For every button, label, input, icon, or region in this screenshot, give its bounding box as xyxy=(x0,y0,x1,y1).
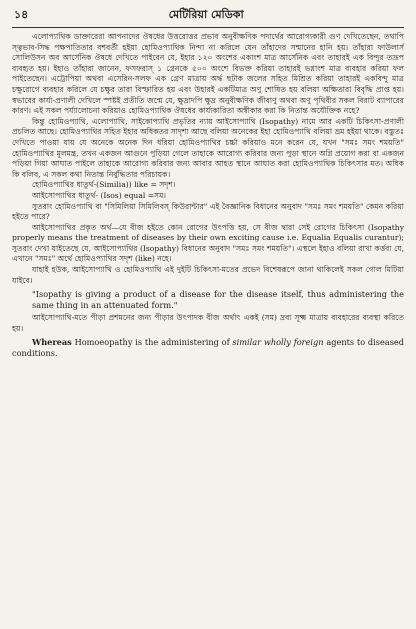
paragraph-1: এলোপ্যাথিক ডাক্তারেরা আপনাদের ঔষধের উত্তরোত্তর প্রভাব অনুবীক্ষণিক পদার্থের আরোগ্যকারী গুণ দেখিতেছেন, তথাপি স্ত্বভাব-সিদ্ধ পক্ষপাতিতার বশবর্তী হইয়া হোমিওপ্যাথিক নিন্দা না করিলে যেন তাঁহাদের সম্মানের হানি হয়। তাঁহারা ফাউলার্স সোলিউসন অব আর্সেনিক ঔষধে দেখিতে পাইবেন যে, ইহার ১২০ অংশের একাংশ মাত্র আর্সেনিক এবং তাহারই এক বিন্দুর তদ্রূপ ব্যবহৃত হয়। ইহাও তাঁহারা জানেন, ফসফরাস্ ১ গ্রেনকে ৫০০ অংশে বিভক্ত করিয়া তাহারই ভগ্নাংশ মাত্র ব্যবহার করিয়া ফল পাইতেছেন। এট্রোপিয়া অথবা এসেরিন-সলফ এক গ্রেণ মাত্রায় অর্দ্ধ ছটাক জলের সহিত মিশ্রিত করিয়া তাহারই একবিন্দু মাত্র চক্ষুরোগে ব্যবহার করিলে যে চক্ষুর তারা বিস্ফারিত হয় এবং উহারই একটিমাত্র অণু শোষিত হয় বলিয়া অক্ষিতারা বিবৃদ্ধি প্রাপ্ত হয়। স্বভাবের কার্য্য-প্রণালী দেখিলে স্পষ্টই প্রতীতি জন্মে যে, ক্ষুদ্রাদপি ক্ষুদ্র অনুবীক্ষণিক জীবাণু অথবা অণু পৃথিবীর সকল বিরাট ব্যাপারের কারণ। এই সকল পর্য্যালোচনা করিয়াও হোমিওপ্যাথিক ঔষধের কার্য্যকারিতা অস্বীকার করা কি নিতান্ত অযৌক্তিক নহে? xyxy=(12,32,404,116)
page-number: ১৪ xyxy=(14,8,29,21)
paragraph-2: কিন্তু হোমিওপ্যাথি, এলোপ্যাথি, সাইকোপ্যাথি প্রভৃতির ন্যায় আইসোপ্যাথি (Isopathy) নামে আর একটি চিকিৎসা-প্রণালী প্রচলিত আছে। হোমিওপ্যাথির সহিত ইহার অধিকতর সাদৃশ্য আছে বলিয়া অনেকের ইহা হোমিওপ্যাথি বলিয়া ভ্রম হইয়া থাকে। বস্তুতঃ দেখিতে পাওয়া যায় যে অনেকে অনেক দিন ধরিয়া হোমিওপ্যাথির চর্চ্চা করিয়াও মনে করেন যে, যখন "সমঃ সমং শময়তি" হোমিওপ্যাথির মূলমন্ত্র, তখন একজন আগুনে পুড়িয়া গেলে তাহাকে আরোগ্য করিবার জন্য পুড়া স্থানে অগ্নি প্রয়োগ করা বা একজন পড়িয়া গিয়া আঘাত পাইলে তাহাকে আরোগ্য করিবার জন্য আবার আহত স্থানে আঘাত করা হোমিওপ্যাথিক চিকিৎসার মত। অধিক কি বলিব, এ সকল কথা নিতান্ত নির্বুদ্ধিতার পরিচায়ক। xyxy=(12,116,404,179)
paragraph-3: সুতরাং হোমিওপ্যাথি বা "সিমিলিয়া সিমিলিবস্ কিউরান্টার" এই বৈজ্ঞানিক বিধানের অনুবাদ "সমঃ সমং শময়তি" কেমন করিয়া হইতে পারে? xyxy=(12,201,404,222)
paragraph-6: আইসোপ্যাথি-মতে পীড়া প্রশমনের জন্য পীড়ার উৎপাদক বীজ অর্থাৎ একই (সম) দ্রব্য সূক্ষ্ম মাত্রায় ব্যবহারের ব্যবস্থা করিতে হয়। xyxy=(12,313,404,333)
english-italic-text: similar wholly foreign xyxy=(232,337,324,348)
paragraph-4: আইসোপ্যাথির প্রকৃত অর্থ—যে বীজ হইতে কোন রোগের উৎপত্তি হয়, সে বীজ দ্বারা সেই রোগের চিকিৎসা (Isopathy properly means the treatment of diseases by their own exciting cause i.e. Equalia Equalis curantur); সুতরাং দেখা যাইতেছে যে, আইসোপ্যাথির (Isopathy) বিধানের অনুবাদ "সমঃ সমং শময়তি"। এস্থলে ইহাও বলিয়া রাখা কর্ত্তব্য যে, এখানে "সমঃ" অর্থে হোমিওপ্যাথির সদৃশ (like) নহে। xyxy=(12,222,404,264)
page-header xyxy=(12,6,404,28)
english-statement xyxy=(12,337,404,359)
english-text-1: Homoeopathy is the administering of xyxy=(71,337,233,348)
paragraph-5: যাহাই হউক, আইসোপ্যাথি ও হোমিওপ্যাথি এই দুইটি চিকিৎসা-মতের প্রভেদ বিশেষরূপে জানা থাকিলেই সকল গোল মিটিয়া যাইবে। xyxy=(12,265,404,285)
page-body xyxy=(12,32,404,359)
running-title: মেটিরিয়া মেডিকা xyxy=(168,8,244,21)
definition-isos: আইসোপ্যাথির ধাতুর্থ- (Isos) equal =সম। xyxy=(32,190,167,200)
english-text-2: agents to diseased conditions. xyxy=(12,337,405,359)
english-bold-word: Whereas xyxy=(32,337,72,348)
definition-similia: হোমিওপ্যাথির ধাতুর্থ-(Similia)) like = সদৃশ। xyxy=(32,180,176,190)
english-quote: "Isopathy is giving a product of a disease for the disease itself, thus administering the same thing in an attenuated form." xyxy=(32,289,404,311)
